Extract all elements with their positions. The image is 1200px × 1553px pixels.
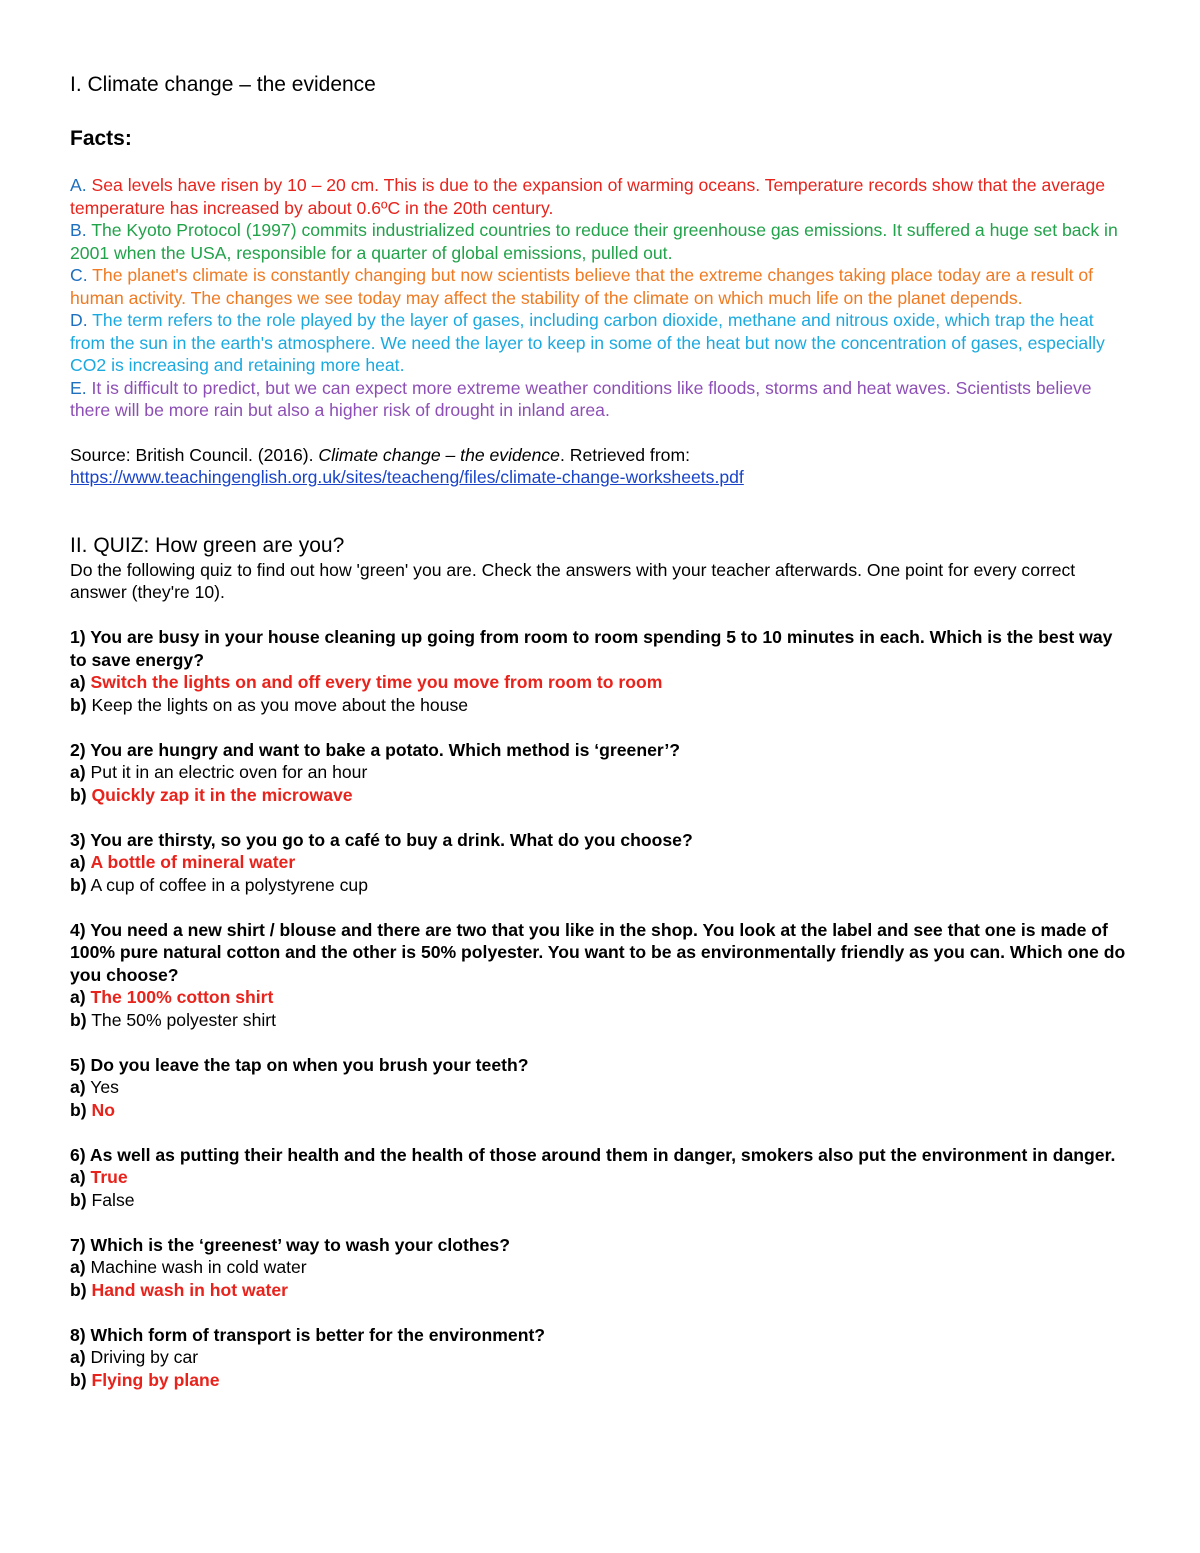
option-label: b) [70,1099,87,1120]
option-text: Hand wash in hot water [91,1279,288,1300]
answer-option-a [70,671,1130,694]
question-text: 8) Which form of transport is better for the environment? [70,1324,546,1345]
section-2-title: II. QUIZ: How green are you? [70,533,345,557]
option-text: False [91,1189,135,1210]
quiz-question [70,1144,1130,1212]
quiz-question [70,1234,1130,1302]
answer-option-b [70,1189,1130,1212]
answer-option-b [70,874,1130,897]
fact-text: The Kyoto Protocol (1997) commits industrialized countries to reduce their greenhouse gas emissions. It suffered a huge set back in 2001 when the USA, responsible for a quarter of global emissions, pulled out. [70,220,1118,263]
fact-text: Sea levels have risen by 10 – 20 cm. This is due to the expansion of warming oceans. Temperature records show that the average temperature has increased by about 0.6ºC in the 20th century. [70,175,1106,218]
option-label: a) [70,987,86,1007]
option-text: A cup of coffee in a polystyrene cup [90,874,368,895]
answer-option-a [70,1256,1130,1279]
fact-letter: B. [70,220,87,240]
facts-list [70,174,1130,422]
source-title: Climate change – the evidence [318,444,560,465]
facts-heading: Facts: [70,127,132,150]
fact-a [70,174,1130,219]
fact-letter: D. [70,310,88,330]
fact-letter: E. [70,377,87,398]
source-citation [70,444,1130,489]
answer-option-a [70,1076,1130,1099]
answer-option-b [70,694,1130,717]
answer-option-b [70,1279,1130,1302]
quiz-question [70,1324,1130,1392]
quiz-question [70,1054,1130,1122]
answer-option-b [70,1369,1130,1392]
question-text: 4) You need a new shirt / blouse and there are two that you like in the shop. You look at the label and see that one is made of 100% pure natural cotton and the other is 50% polyester. You want to be as environmentally friendly as you can. Which one do you choose? [70,919,1126,985]
option-text: Driving by car [90,1347,199,1367]
answer-option-a [70,1166,1130,1189]
fact-letter: A. [70,175,87,195]
quiz-question [70,739,1130,807]
option-text: Quickly zap it in the microwave [91,784,353,805]
question-text: 6) As well as putting their health and the health of those around them in danger, smokers also put the environment in danger. [70,1144,1116,1165]
option-label: b) [70,874,87,895]
quiz-question [70,919,1130,1032]
question-text: 1) You are busy in your house cleaning up going from room to room spending 5 to 10 minutes in each. Which is the best way to save energy? [70,627,1113,670]
option-text: Machine wash in cold water [90,1257,307,1277]
option-label: a) [70,762,86,782]
option-label: b) [70,1369,87,1390]
option-label: b) [70,1279,87,1300]
source-suffix: . Retrieved from: [559,444,691,465]
option-label: b) [70,694,87,715]
question-text: 5) Do you leave the tap on when you brush your teeth? [70,1054,529,1075]
question-text: 7) Which is the ‘greenest’ way to wash your clothes? [70,1234,510,1255]
option-text: The 100% cotton shirt [90,987,274,1007]
option-label: a) [70,1347,86,1367]
fact-text: The term refers to the role played by the layer of gases, including carbon dioxide, methane and nitrous oxide, which trap the heat from the sun in the earth's atmosphere. We need the layer to keep in some of the heat but now the concentration of gases, especially CO2 is increasing and retaining more heat. [70,310,1105,375]
option-label: b) [70,1189,87,1210]
answer-option-b [70,1099,1130,1122]
option-text: A bottle of mineral water [90,852,296,872]
source-link[interactable]: https://www.teachingenglish.org.uk/sites/teacheng/files/climate-change-worksheets.pdf [70,467,744,487]
option-text: No [91,1099,115,1120]
option-text: The 50% polyester shirt [91,1009,277,1030]
option-text: True [90,1167,128,1187]
option-label: a) [70,852,86,872]
option-label: b) [70,784,87,805]
fact-text: It is difficult to predict, but we can expect more extreme weather conditions like floods, storms and heat waves. Scientists believe there will be more rain but also a higher risk of drought in inland area. [70,377,1092,420]
option-text: Yes [90,1077,119,1097]
option-text: Flying by plane [91,1369,220,1390]
option-label: b) [70,1009,87,1030]
answer-option-a [70,761,1130,784]
option-text: Switch the lights on and off every time you move from room to room [90,672,663,692]
quiz-questions [70,626,1130,1391]
fact-text: The planet's climate is constantly changing but now scientists believe that the extreme changes taking place today are a result of human activity. The changes we see today may affect the stability of the climate on which much life on the planet depends. [70,265,1094,308]
answer-option-a [70,986,1130,1009]
option-label: a) [70,1257,86,1277]
fact-d [70,309,1130,377]
option-label: a) [70,1167,86,1187]
answer-option-b [70,1009,1130,1032]
question-text: 2) You are hungry and want to bake a potato. Which method is ‘greener’? [70,739,680,760]
answer-option-a [70,1346,1130,1369]
option-text: Put it in an electric oven for an hour [90,762,368,782]
option-label: a) [70,672,86,692]
source-prefix: Source: British Council. (2016). [70,444,319,465]
answer-option-b [70,784,1130,807]
option-text: Keep the lights on as you move about the house [91,694,469,715]
fact-c [70,264,1130,309]
fact-letter: C. [70,265,88,285]
fact-b [70,219,1130,264]
answer-option-a [70,851,1130,874]
fact-e [70,377,1130,422]
quiz-question [70,626,1130,716]
question-text: 3) You are thirsty, so you go to a café to buy a drink. What do you choose? [70,829,693,850]
quiz-intro: Do the following quiz to find out how 'green' you are. Check the answers with your teacher afterwards. One point for every correct answer (they're 10). [70,559,1076,602]
option-label: a) [70,1077,86,1097]
section-1-title: I. Climate change – the evidence [70,73,376,96]
document-page [70,70,1130,1391]
quiz-question [70,829,1130,897]
